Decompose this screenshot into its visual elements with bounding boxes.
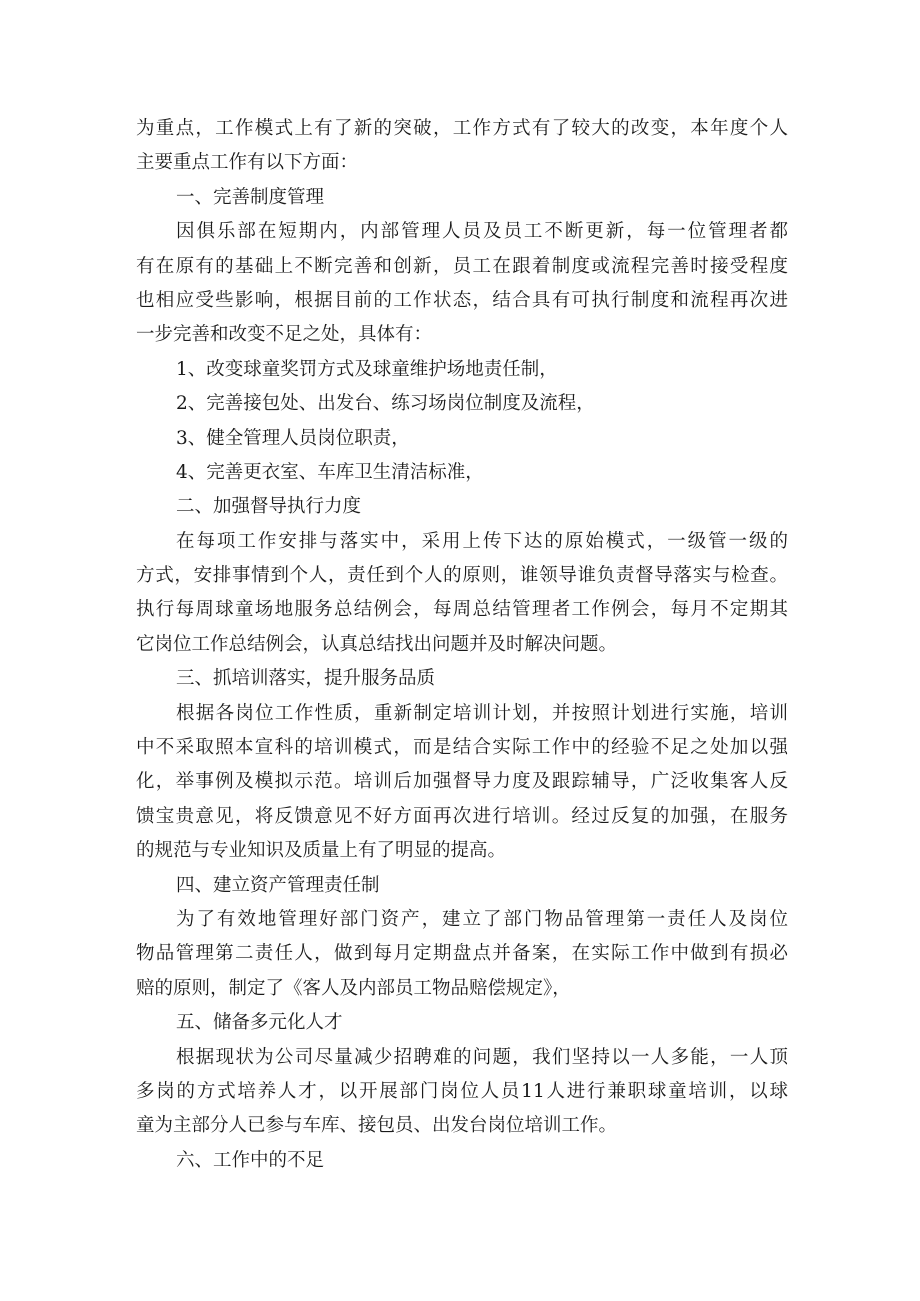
text-line: 1、改变球童奖罚方式及球童维护场地责任制， — [176, 358, 558, 380]
text-line: 为了有效地管理好部门资产，建立了部门物品管理第一责任人及岗位 — [176, 908, 788, 930]
text-line: 根据现状为公司尽量减少招聘难的问题，我们坚持以一人多能，一人顶 — [176, 1046, 788, 1068]
text-line: 3、健全管理人员岗位职责， — [176, 427, 410, 449]
text-line: 二、加强督导执行力度 — [176, 496, 362, 518]
text-line: 的规范与专业知识及质量上有了明显的提高。 — [136, 840, 507, 862]
text-line: 有在原有的基础上不断完善和创新，员工在跟着制度或流程完善时接受程度 — [136, 255, 788, 277]
text-line: 在每项工作安排与落实中，采用上传下达的原始模式，一级管一级的 — [176, 530, 788, 552]
text-line: 童为主部分人已参与车库、接包员、出发台岗位培训工作。 — [136, 1115, 618, 1137]
text-line: 根据各岗位工作性质，重新制定培训计划，并按照计划进行实施，培训 — [176, 702, 788, 724]
text-line: 为重点，工作模式上有了新的突破，工作方式有了较大的改变，本年度个人 — [136, 118, 788, 139]
text-line: 也相应受些影响，根据目前的工作状态，结合具有可执行制度和流程再次进 — [136, 289, 788, 311]
text-line: 多岗的方式培养人才，以开展部门岗位人员11人进行兼职球童培训，以球 — [136, 1080, 788, 1102]
text-line: 五、储备多元化人才 — [176, 1012, 343, 1034]
text-line: 物品管理第二责任人，做到每月定期盘点并备案，在实际工作中做到有损必 — [136, 943, 788, 965]
text-line: 执行每周球童场地服务总结例会，每周总结管理者工作例会，每月不定期其 — [136, 599, 788, 621]
text-line: 它岗位工作总结例会，认真总结找出问题并及时解决问题。 — [136, 633, 618, 655]
text-line: 四、建立资产管理责任制 — [176, 874, 380, 896]
text-line: 主要重点工作有以下方面： — [136, 152, 359, 174]
text-line: 馈宝贵意见，将反馈意见不好方面再次进行培训。经过反复的加强，在服务 — [136, 805, 788, 827]
text-line: 因俱乐部在短期内，内部管理人员及员工不断更新，每一位管理者都 — [176, 221, 788, 243]
text-line: 一步完善和改变不足之处，具体有： — [136, 324, 433, 346]
text-line: 三、抓培训落实，提升服务品质 — [176, 668, 436, 690]
text-line: 化，举事例及模拟示范。培训后加强督导力度及跟踪辅导，广泛收集客人反 — [136, 771, 788, 793]
text-line: 2、完善接包处、出发台、练习场岗位制度及流程， — [176, 393, 595, 415]
document-body — [136, 112, 788, 1178]
text-line: 一、完善制度管理 — [176, 186, 325, 208]
text-line: 六、工作中的不足 — [176, 1149, 325, 1171]
text-line: 4、完善更衣室、车库卫生清洁标准， — [176, 461, 484, 483]
text-line: 赔的原则，制定了《客人及内部员工物品赔偿规定》， — [136, 977, 571, 999]
text-line: 中不采取照本宣科的培训模式，而是结合实际工作中的经验不足之处加以强 — [136, 737, 788, 759]
text-line: 方式，安排事情到个人，责任到个人的原则，谁领导谁负责督导落实与检查。 — [136, 565, 788, 587]
